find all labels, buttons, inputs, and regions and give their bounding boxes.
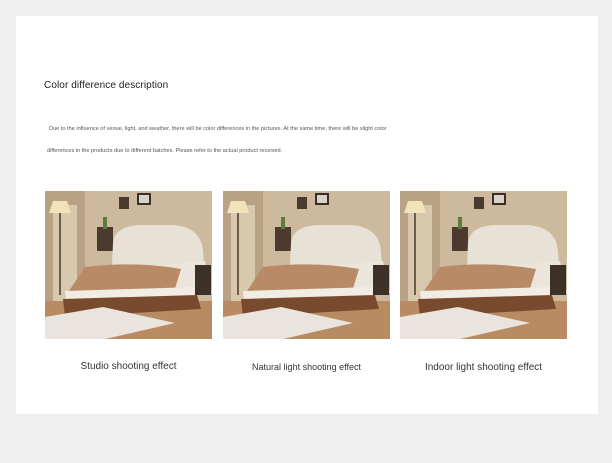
indoor-light-bedroom-photo (400, 191, 567, 339)
content-card (16, 16, 598, 414)
natural-light-bedroom-photo (223, 191, 390, 339)
caption-indoor-light: Indoor light shooting effect (424, 362, 543, 373)
section-title: Color difference description (44, 80, 169, 91)
caption-studio: Studio shooting effect (80, 361, 177, 372)
description-line-1: Due to the influence of venue, light, and weather, there will be color differences in the pictures. At the same time, there will be slight color (49, 126, 387, 132)
caption-natural-light: Natural light shooting effect (252, 362, 361, 372)
studio-bedroom-photo (45, 191, 212, 339)
description-line-2: differences in the products due to different batches. Please refer to the actual product received. (47, 148, 283, 154)
